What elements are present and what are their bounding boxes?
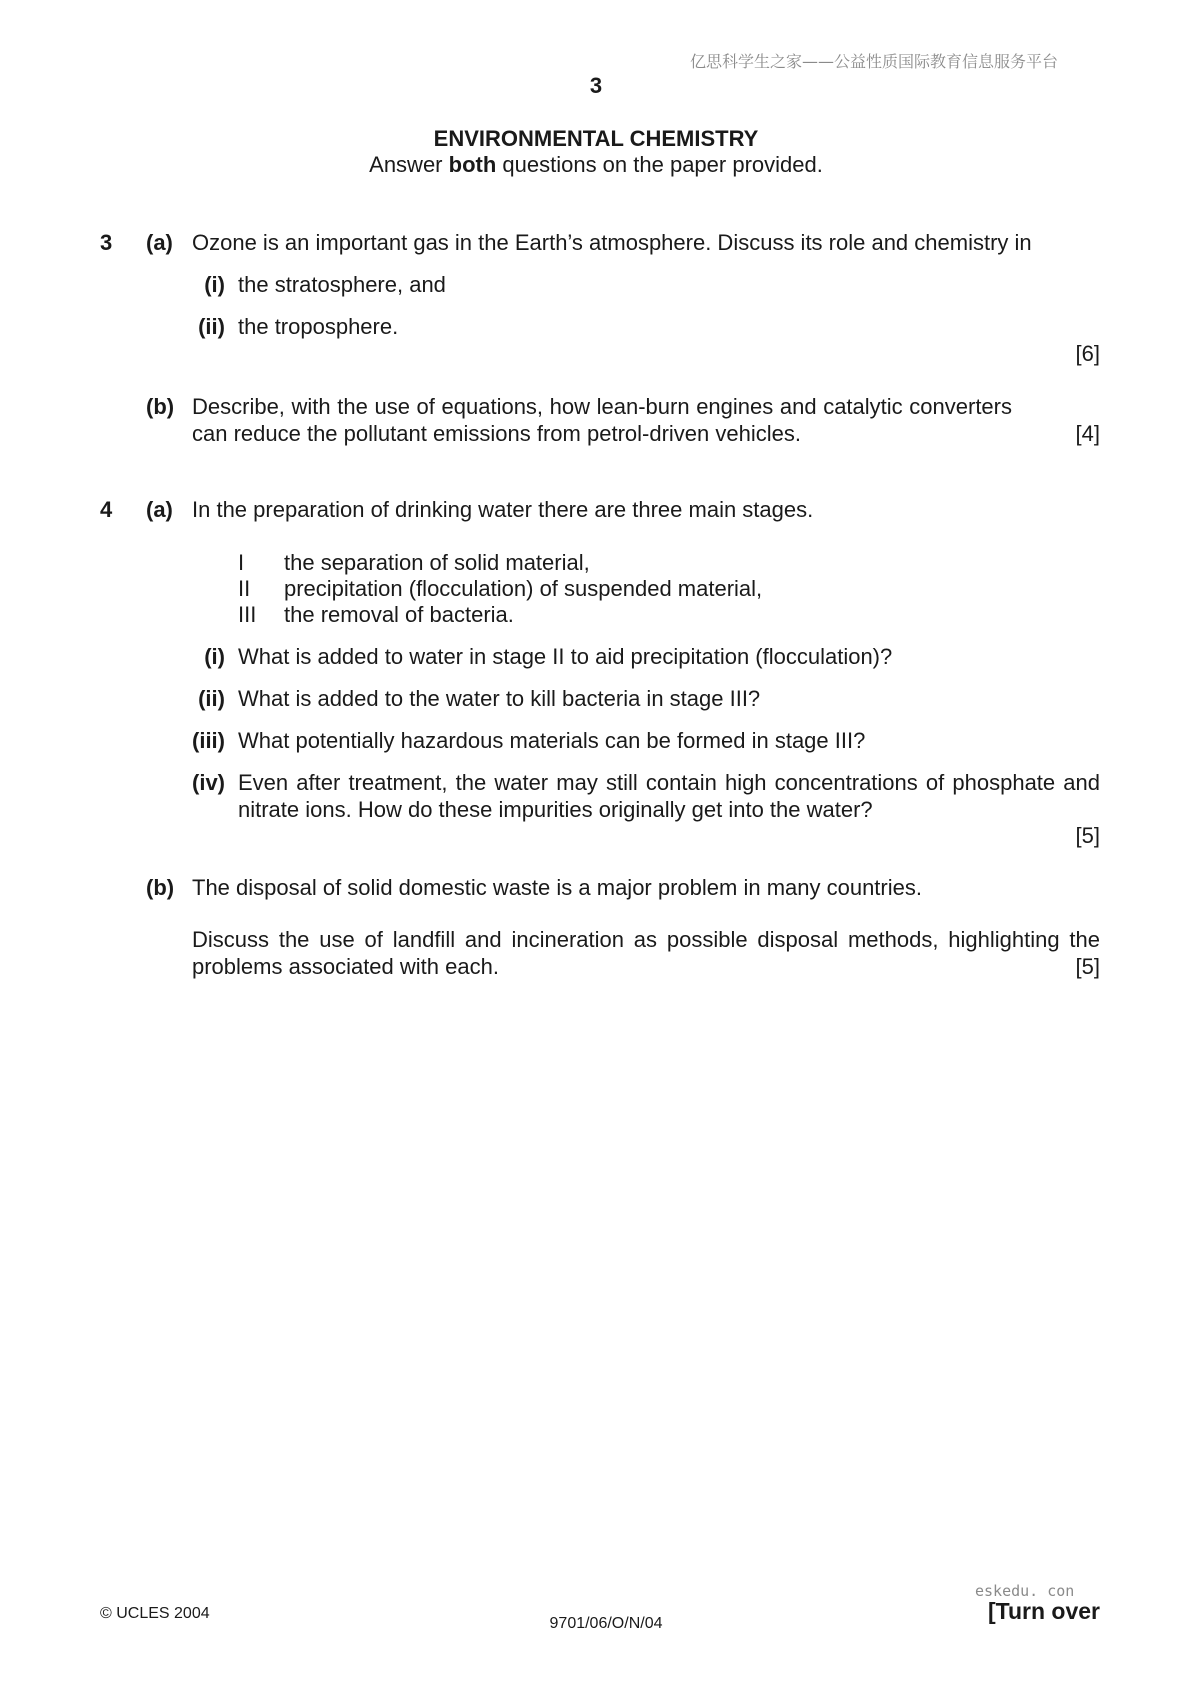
stage-3-number: III [238, 602, 257, 627]
section-instruction [0, 151, 1192, 178]
stage-2-number: II [238, 576, 251, 601]
q4-part-a-text: In the preparation of drinking water there are three main stages. [192, 497, 814, 522]
q4-a-ii-text: What is added to the water to kill bacteria in stage III? [238, 686, 761, 711]
q4-a-i-label: (i) [204, 644, 225, 669]
q3-a-ii-label: (ii) [198, 314, 225, 339]
q4-part-b-text-2: Discuss the use of landfill and incineration as possible disposal methods, highlighting the problems associated with each. [192, 927, 1100, 979]
footer-paper-code: 9701/06/O/N/04 [549, 1615, 663, 1632]
q4-a-iii-label: (iii) [192, 728, 225, 753]
stage-1-text: the separation of solid material, [284, 550, 590, 575]
q3-a-ii-text: the troposphere. [238, 314, 399, 339]
page-number: 3 [589, 73, 603, 98]
question-4-number: 4 [100, 497, 113, 522]
footer-copyright: © UCLES 2004 [100, 1605, 210, 1622]
q4-a-iv-text: Even after treatment, the water may still contain high concentrations of phosphate and nitrate ions. How do these impurities originally get into the water? [238, 770, 1100, 822]
q3-part-a-label: (a) [146, 230, 173, 255]
q4-a-marks: [5] [1075, 823, 1100, 848]
q3-part-b-text: Describe, with the use of equations, how lean-burn engines and catalytic converters can reduce the pollutant emissions from petrol-driven vehicles. [192, 394, 1012, 446]
q3-a-i-text: the stratosphere, and [238, 272, 446, 297]
question-3-number: 3 [100, 230, 113, 255]
q4-a-i-text: What is added to water in stage II to aid precipitation (flocculation)? [238, 644, 893, 669]
q4-b-marks: [5] [1075, 954, 1100, 979]
q3-b-marks: [4] [1075, 421, 1100, 446]
stage-1-number: I [238, 550, 245, 575]
q4-part-a-label: (a) [146, 497, 173, 522]
watermark-bottom: eskedu. con [975, 1582, 1075, 1600]
q3-part-a-text: Ozone is an important gas in the Earth’s atmosphere. Discuss its role and chemistry in [192, 230, 1032, 255]
q4-part-b-label: (b) [146, 875, 175, 900]
q4-a-iv-label: (iv) [192, 770, 225, 795]
instruction-bold: both [448, 152, 497, 177]
instruction-pre: Answer [369, 152, 449, 177]
q4-a-iii-text: What potentially hazardous materials can be formed in stage III? [238, 728, 866, 753]
stage-2-text: precipitation (flocculation) of suspended material, [284, 576, 763, 601]
q3-part-b-label: (b) [146, 394, 175, 419]
turn-over-label: [Turn over [987, 1598, 1100, 1624]
q3-a-marks: [6] [1075, 341, 1100, 366]
q4-a-ii-label: (ii) [198, 686, 225, 711]
stage-3-text: the removal of bacteria. [284, 602, 514, 627]
q3-a-i-label: (i) [204, 272, 225, 297]
instruction-post: questions on the paper provided. [496, 152, 823, 177]
section-title: ENVIRONMENTAL CHEMISTRY [433, 126, 759, 151]
q4-part-b-text-1: The disposal of solid domestic waste is a major problem in many countries. [192, 875, 922, 900]
watermark-top: 亿思科学生之家——公益性质国际教育信息服务平台 [690, 52, 1059, 71]
